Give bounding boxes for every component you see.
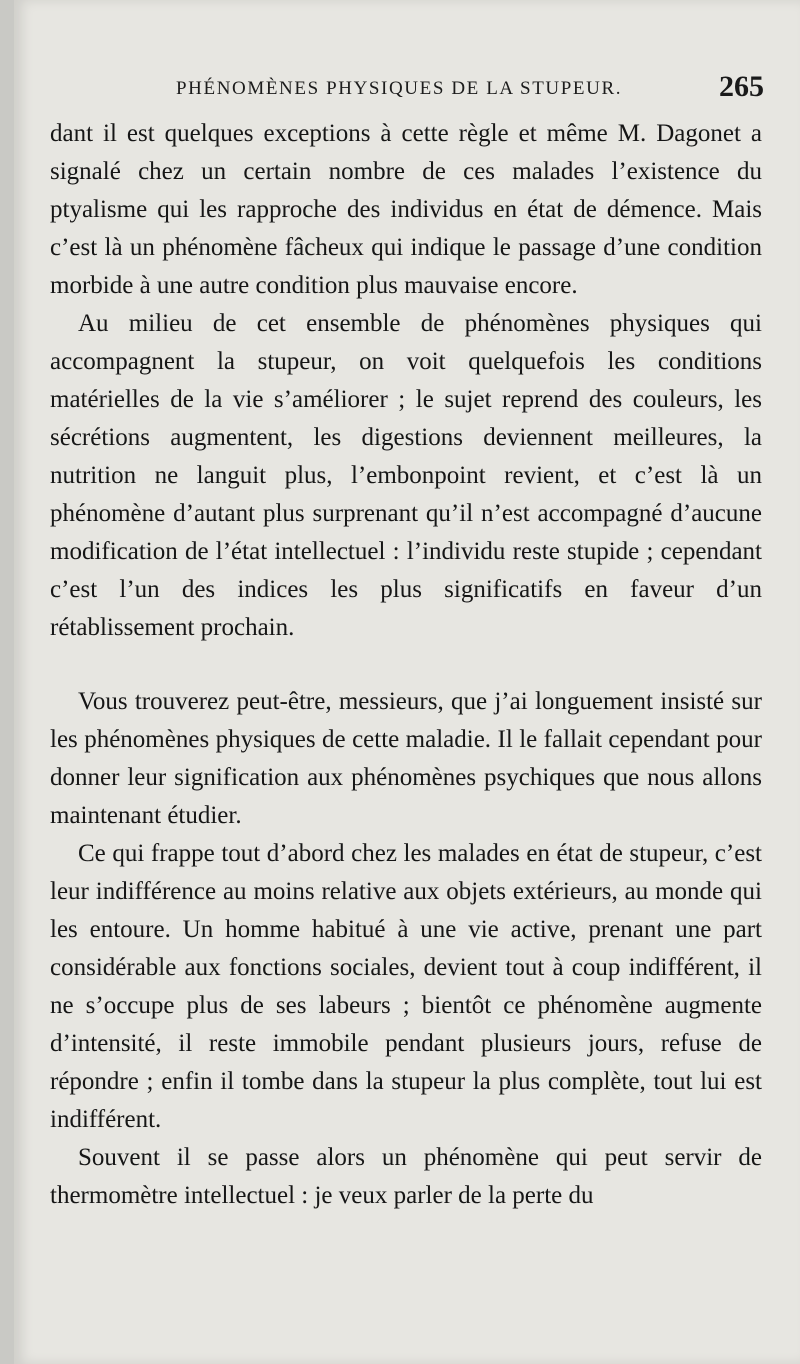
- paragraph-3: Vous trouverez peut-être, messieurs, que j’ai longuement insisté sur les phénomènes physiques de cette maladie. Il le fallait cependant pour donner leur signification aux phénomènes psychiques que nous allons maintenant étudier.: [50, 688, 762, 829]
- running-head: [14, 70, 800, 106]
- paragraph-4: Ce qui frappe tout d’abord chez les malades en état de stupeur, c’est leur indifférence au moins relative aux objets extérieurs, au monde qui les entoure. Un homme habitué à une vie active, prenant une part considérable aux fonctions sociales, devient tout à coup indifférent, il ne s’occupe plus de ses labeurs ; bientôt ce phénomène augmente d’intensité, il reste immobile pendant plusieurs jours, refuse de répondre ; enfin il tombe dans la stupeur la plus complète, tout lui est indifférent.: [50, 840, 762, 1133]
- section-gap: [50, 647, 762, 683]
- paragraph-1: dant il est quelques exceptions à cette règle et même M. Dagonet a signalé chez un certain nombre de ces malades l’existence du ptyalisme qui les rapproche des individus en état de démence. Mais c’est là un phénomène fâcheux qui indique le passage d’une condition morbide à une autre condition plus mauvaise encore.: [50, 120, 762, 299]
- running-title: PHÉNOMÈNES PHYSIQUES DE LA STUPEUR.: [176, 78, 623, 99]
- book-page: [14, 0, 800, 1364]
- page-number: 265: [719, 70, 764, 103]
- paragraph-5: Souvent il se passe alors un phénomène qui peut servir de thermomètre intellectuel : je veux parler de la perte du: [50, 1144, 762, 1209]
- body-text: [50, 115, 762, 1215]
- paragraph-2: Au milieu de cet ensemble de phénomènes physiques qui accompagnent la stupeur, on voit quelquefois les conditions matérielles de la vie s’améliorer ; le sujet reprend des couleurs, les sécrétions augmentent, les digestions deviennent meilleures, la nutrition ne languit plus, l’embonpoint revient, et c’est là un phénomène d’autant plus surprenant qu’il n’est accompagné d’aucune modification de l’état intellectuel : l’individu reste stupide ; cependant c’est l’un des indices les plus significatifs en faveur d’un rétablissement prochain.: [50, 310, 762, 641]
